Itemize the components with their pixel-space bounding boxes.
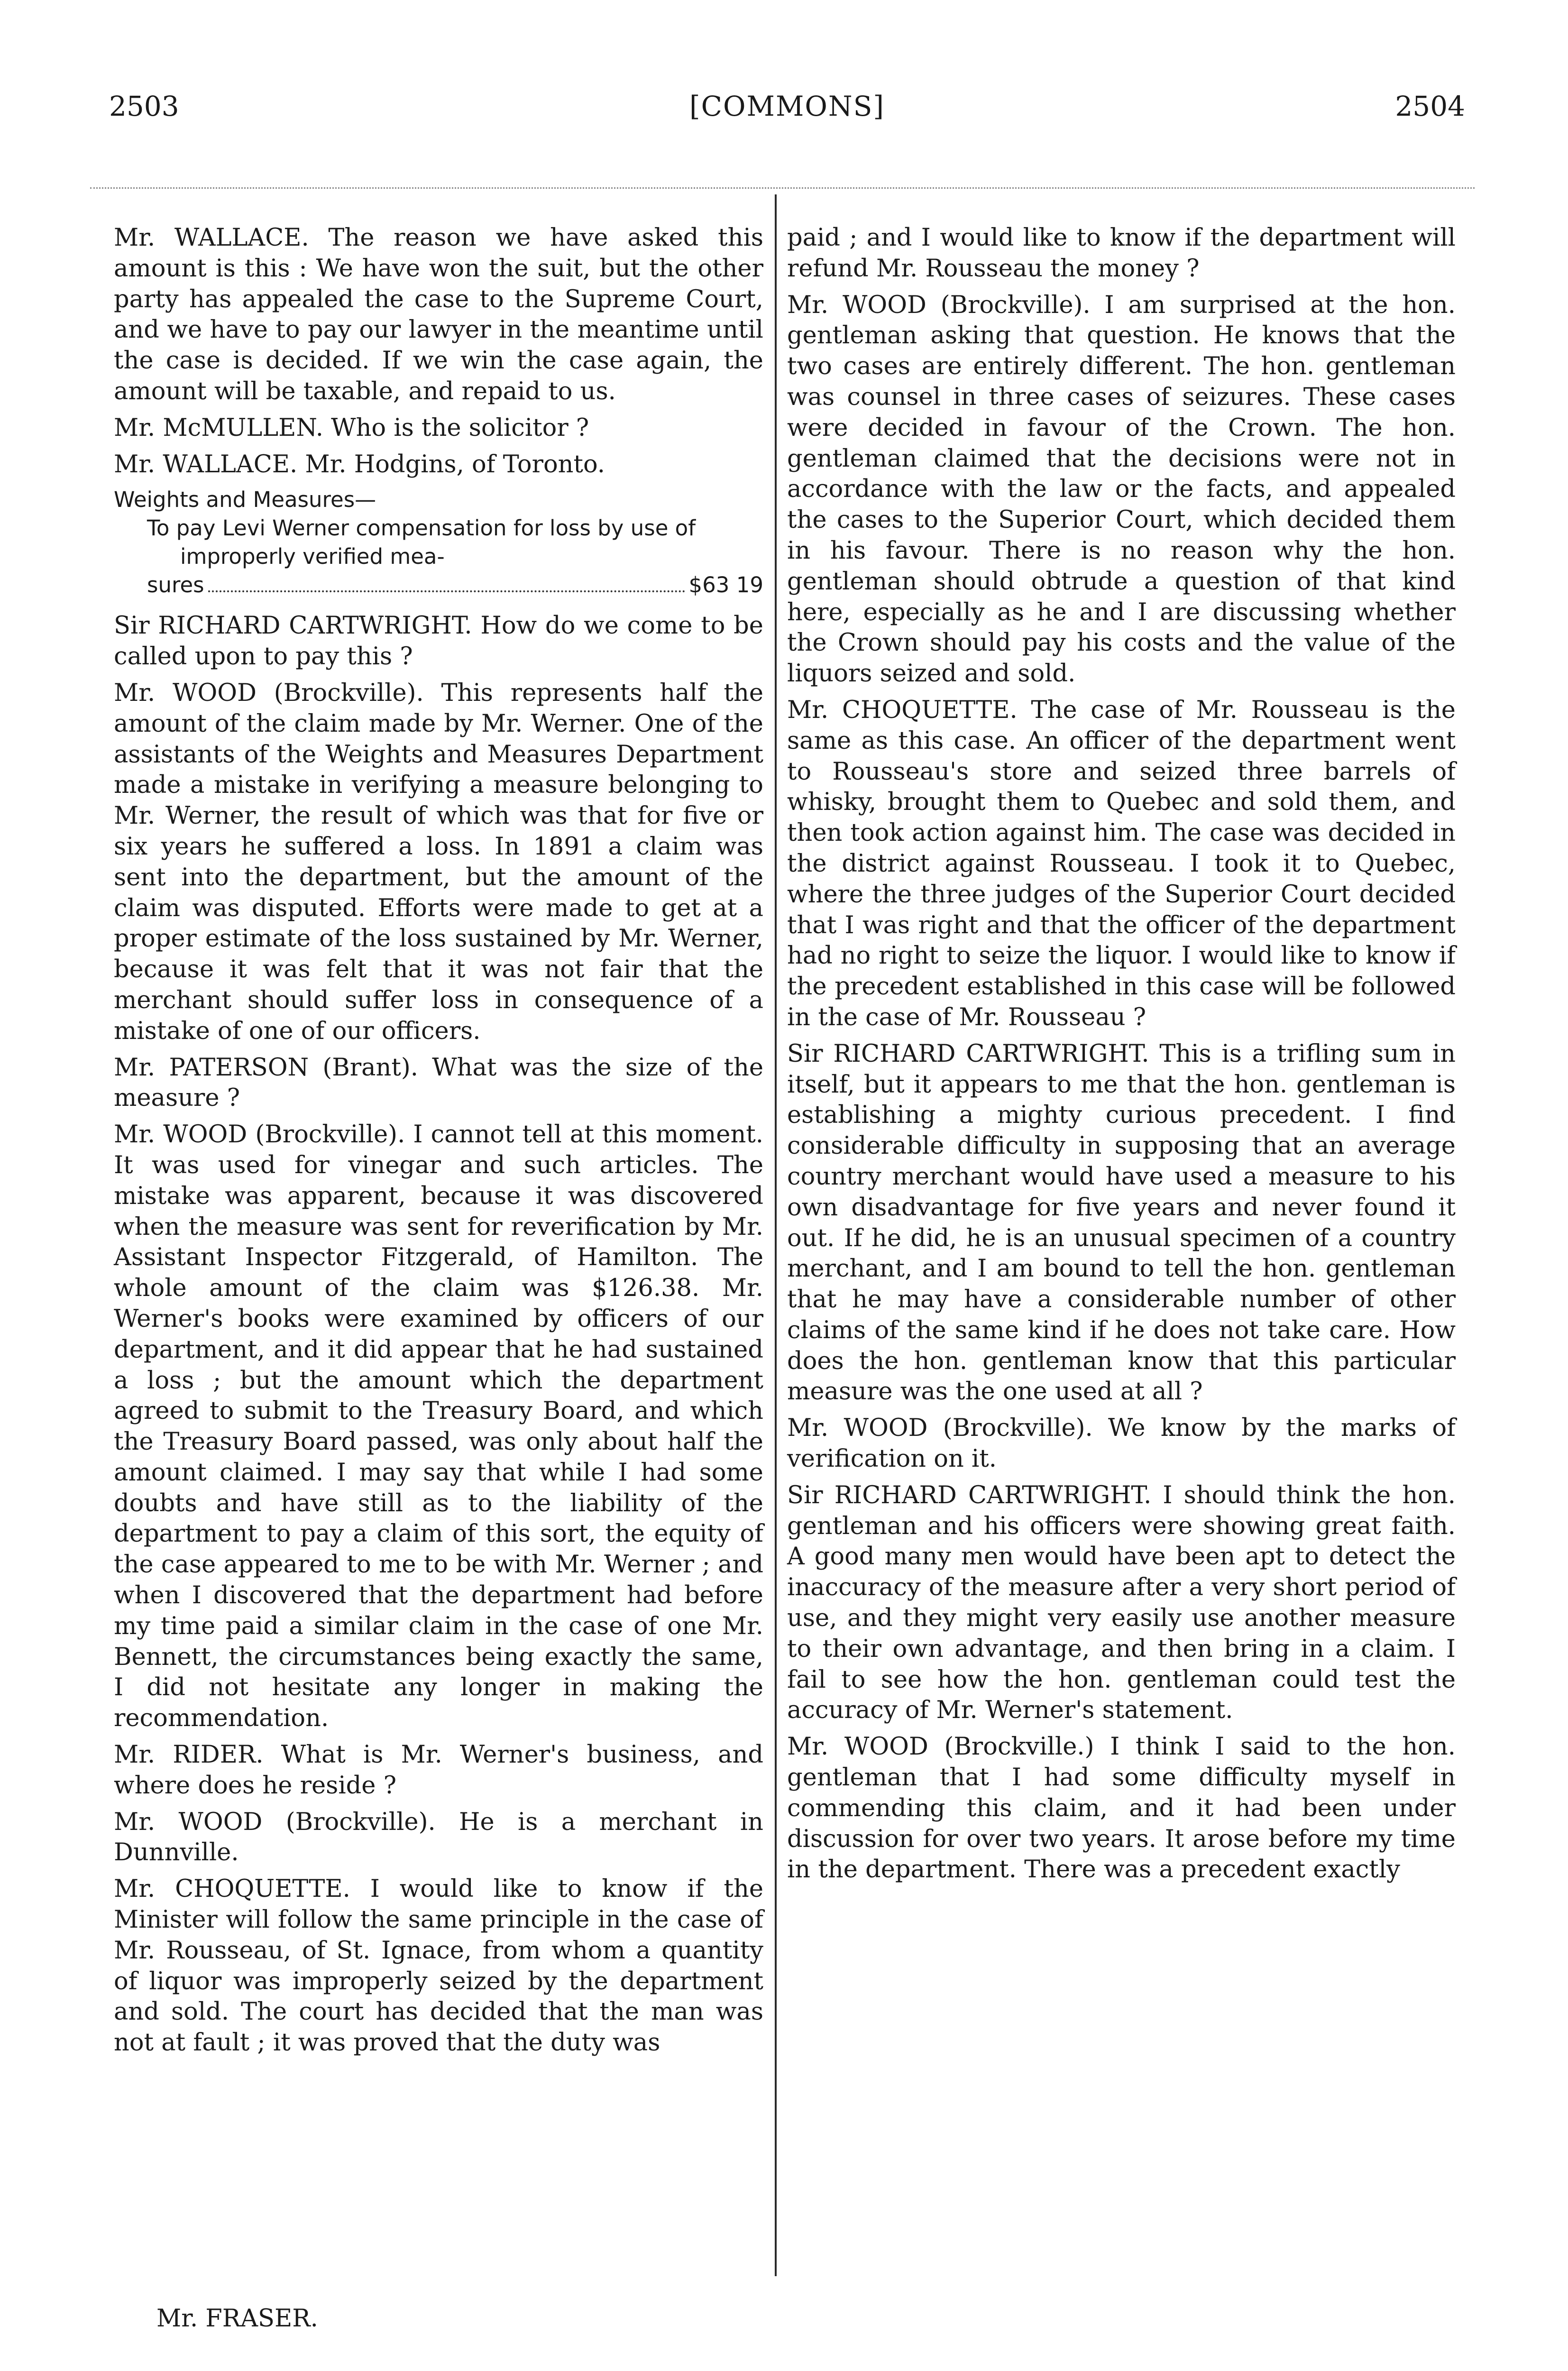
speech-wood-6: Mr. WOOD (Brockville.) I think I said to the hon. gentleman that I had some difficulty myself in commending this claim, and it had been under discussion for over two years. It arose before my time in the department. There was a precedent exactly: [787, 1733, 1456, 1884]
supply-item-heading: Weights and Measures—: [114, 487, 376, 513]
speech-paterson: Mr. PATERSON (Brant). What was the size of the measure ?: [114, 1053, 763, 1112]
page-number-left: 2503: [109, 90, 179, 122]
speech-cartwright-2: Sir RICHARD CARTWRIGHT. This is a trifling sum in itself, but it appears to me that the hon. gentleman is establishing a mighty curious precedent. I find considerable difficulty in supposing that an average country merchant would have used a measure to his own disadvantage for five years and never found it out. If he did, he is an unusual specimen of a country merchant, and I am bound to tell the hon. gentleman that he may have a considerable number of other claims of the same kind if he does not take care. How does the hon. gentleman know that this particular measure was the one used at all ?: [787, 1039, 1456, 1406]
leader-dots: [208, 590, 685, 592]
page-header: [109, 90, 1465, 142]
speech-rider: Mr. RIDER. What is Mr. Werner's business, and where does he reside ?: [114, 1741, 763, 1800]
running-title: [COMMONS]: [689, 90, 885, 122]
supply-item: [114, 486, 763, 599]
speech-wood-3: Mr. WOOD (Brockville). He is a merchant in Dunnville.: [114, 1808, 763, 1867]
header-rule: [90, 187, 1475, 189]
speech-cartwright-3: Sir RICHARD CARTWRIGHT. I should think the hon. gentleman and his officers were showing great faith. A good many men would have been apt to detect the inaccuracy of the measure after a very short period of use, and they might very easily use another measure to their own advantage, and then bring in a claim. I fail to see how the hon. gentleman could test the accuracy of Mr. Werner's statement.: [787, 1481, 1456, 1725]
supply-item-amount: $63 19: [688, 572, 763, 598]
footer-speaker-name: Mr. FRASER.: [156, 2305, 318, 2333]
right-column: [787, 223, 1456, 1891]
speech-wood-1: Mr. WOOD (Brockville). This represents half the amount of the claim made by Mr. Werner. One of the assistants of the Weights and Measures Department made a mistake in verifying a measure belonging to Mr. Werner, the result of which was that for five or six years he suffered a loss. In 1891 a claim was sent into the department, but the amount of the claim was disputed. Efforts were made to get at a proper estimate of the loss sustained by Mr. Werner, because it was felt that it was not fair that the merchant should suffer loss in consequence of a mistake of one of our officers.: [114, 679, 763, 1045]
speech-mcmullen: Mr. McMULLEN. Who is the solicitor ?: [114, 414, 589, 442]
speech-wood-4: Mr. WOOD (Brockville). I am surprised at the hon. gentleman asking that question. He knows that the two cases are entirely different. The hon. gentleman was counsel in three cases of seizures. These cases were decided in favour of the Crown. The hon. gentleman claimed that the decisions were not in accordance with the law or the facts, and appealed the cases to the Superior Court, which decided them in his favour. There is no reason why the hon. gentleman should obtrude a question of that kind here, especially as he and I are discussing whether the Crown should pay his costs and the value of the liquors seized and sold.: [787, 291, 1456, 688]
speech-wallace-2: Mr. WALLACE. Mr. Hodgins, of Toronto.: [114, 450, 605, 478]
supply-item-amount-line: [147, 571, 763, 599]
speech-wallace-1: Mr. WALLACE. The reason we have asked this amount is this : We have won the suit, but the other party has appealed the case to the Supreme Court, and we have to pay our lawyer in the meantime until the case is decided. If we win the case again, the amount will be taxable, and repaid to us.: [114, 224, 763, 405]
speech-wood-2: Mr. WOOD (Brockville). I cannot tell at this moment. It was used for vinegar and such articles. The mistake was apparent, because it was discovered when the measure was sent for reverification by Mr. Assistant Inspector Fitzgerald, of Hamilton. The whole amount of the claim was $126.38. Mr. Werner's books were examined by officers of our department, and it did appear that he had sustained a loss ; but the amount which the department agreed to submit to the Treasury Board, and which the Treasury Board passed, was only about half the amount claimed. I may say that while I had some doubts and have still as to the liability of the department to pay a claim of this sort, the equity of the case appeared to me to be with Mr. Werner ; and when I discovered that the department had before my time paid a similar claim in the case of one Mr. Bennett, the circumstances being exactly the same, I did not hesitate any longer in making the recommendation.: [114, 1121, 763, 1733]
supply-item-description: To pay Levi Werner compensation for loss by use of improperly verified mea-: [147, 515, 696, 570]
supply-item-last-word: sures: [147, 572, 204, 598]
left-column: [114, 223, 763, 2064]
speech-choquette-1-cont: paid ; and I would like to know if the department will refund Mr. Rousseau the money ?: [787, 224, 1456, 283]
column-divider: [775, 194, 777, 2276]
page-number-right: 2504: [1395, 90, 1465, 122]
speech-choquette-2: Mr. CHOQUETTE. The case of Mr. Rousseau is the same as this case. An officer of the department went to Rousseau's store and seized three barrels of whisky, brought them to Quebec and sold them, and then took action against him. The case was decided in the district against Rousseau. I took it to Quebec, where the three judges of the Superior Court decided that I was right and that the officer of the department had no right to seize the liquor. I would like to know if the precedent established in this case will be followed in the case of Mr. Rousseau ?: [787, 696, 1456, 1031]
speech-choquette-1: Mr. CHOQUETTE. I would like to know if the Minister will follow the same principle in the case of Mr. Rousseau, of St. Ignace, from whom a quantity of liquor was improperly seized by the department and sold. The court has decided that the man was not at fault ; it was proved that the duty was: [114, 1875, 763, 2057]
speech-wood-5: Mr. WOOD (Brockville). We know by the marks of verification on it.: [787, 1414, 1456, 1473]
speech-cartwright-1: Sir RICHARD CARTWRIGHT. How do we come to be called upon to pay this ?: [114, 612, 763, 671]
